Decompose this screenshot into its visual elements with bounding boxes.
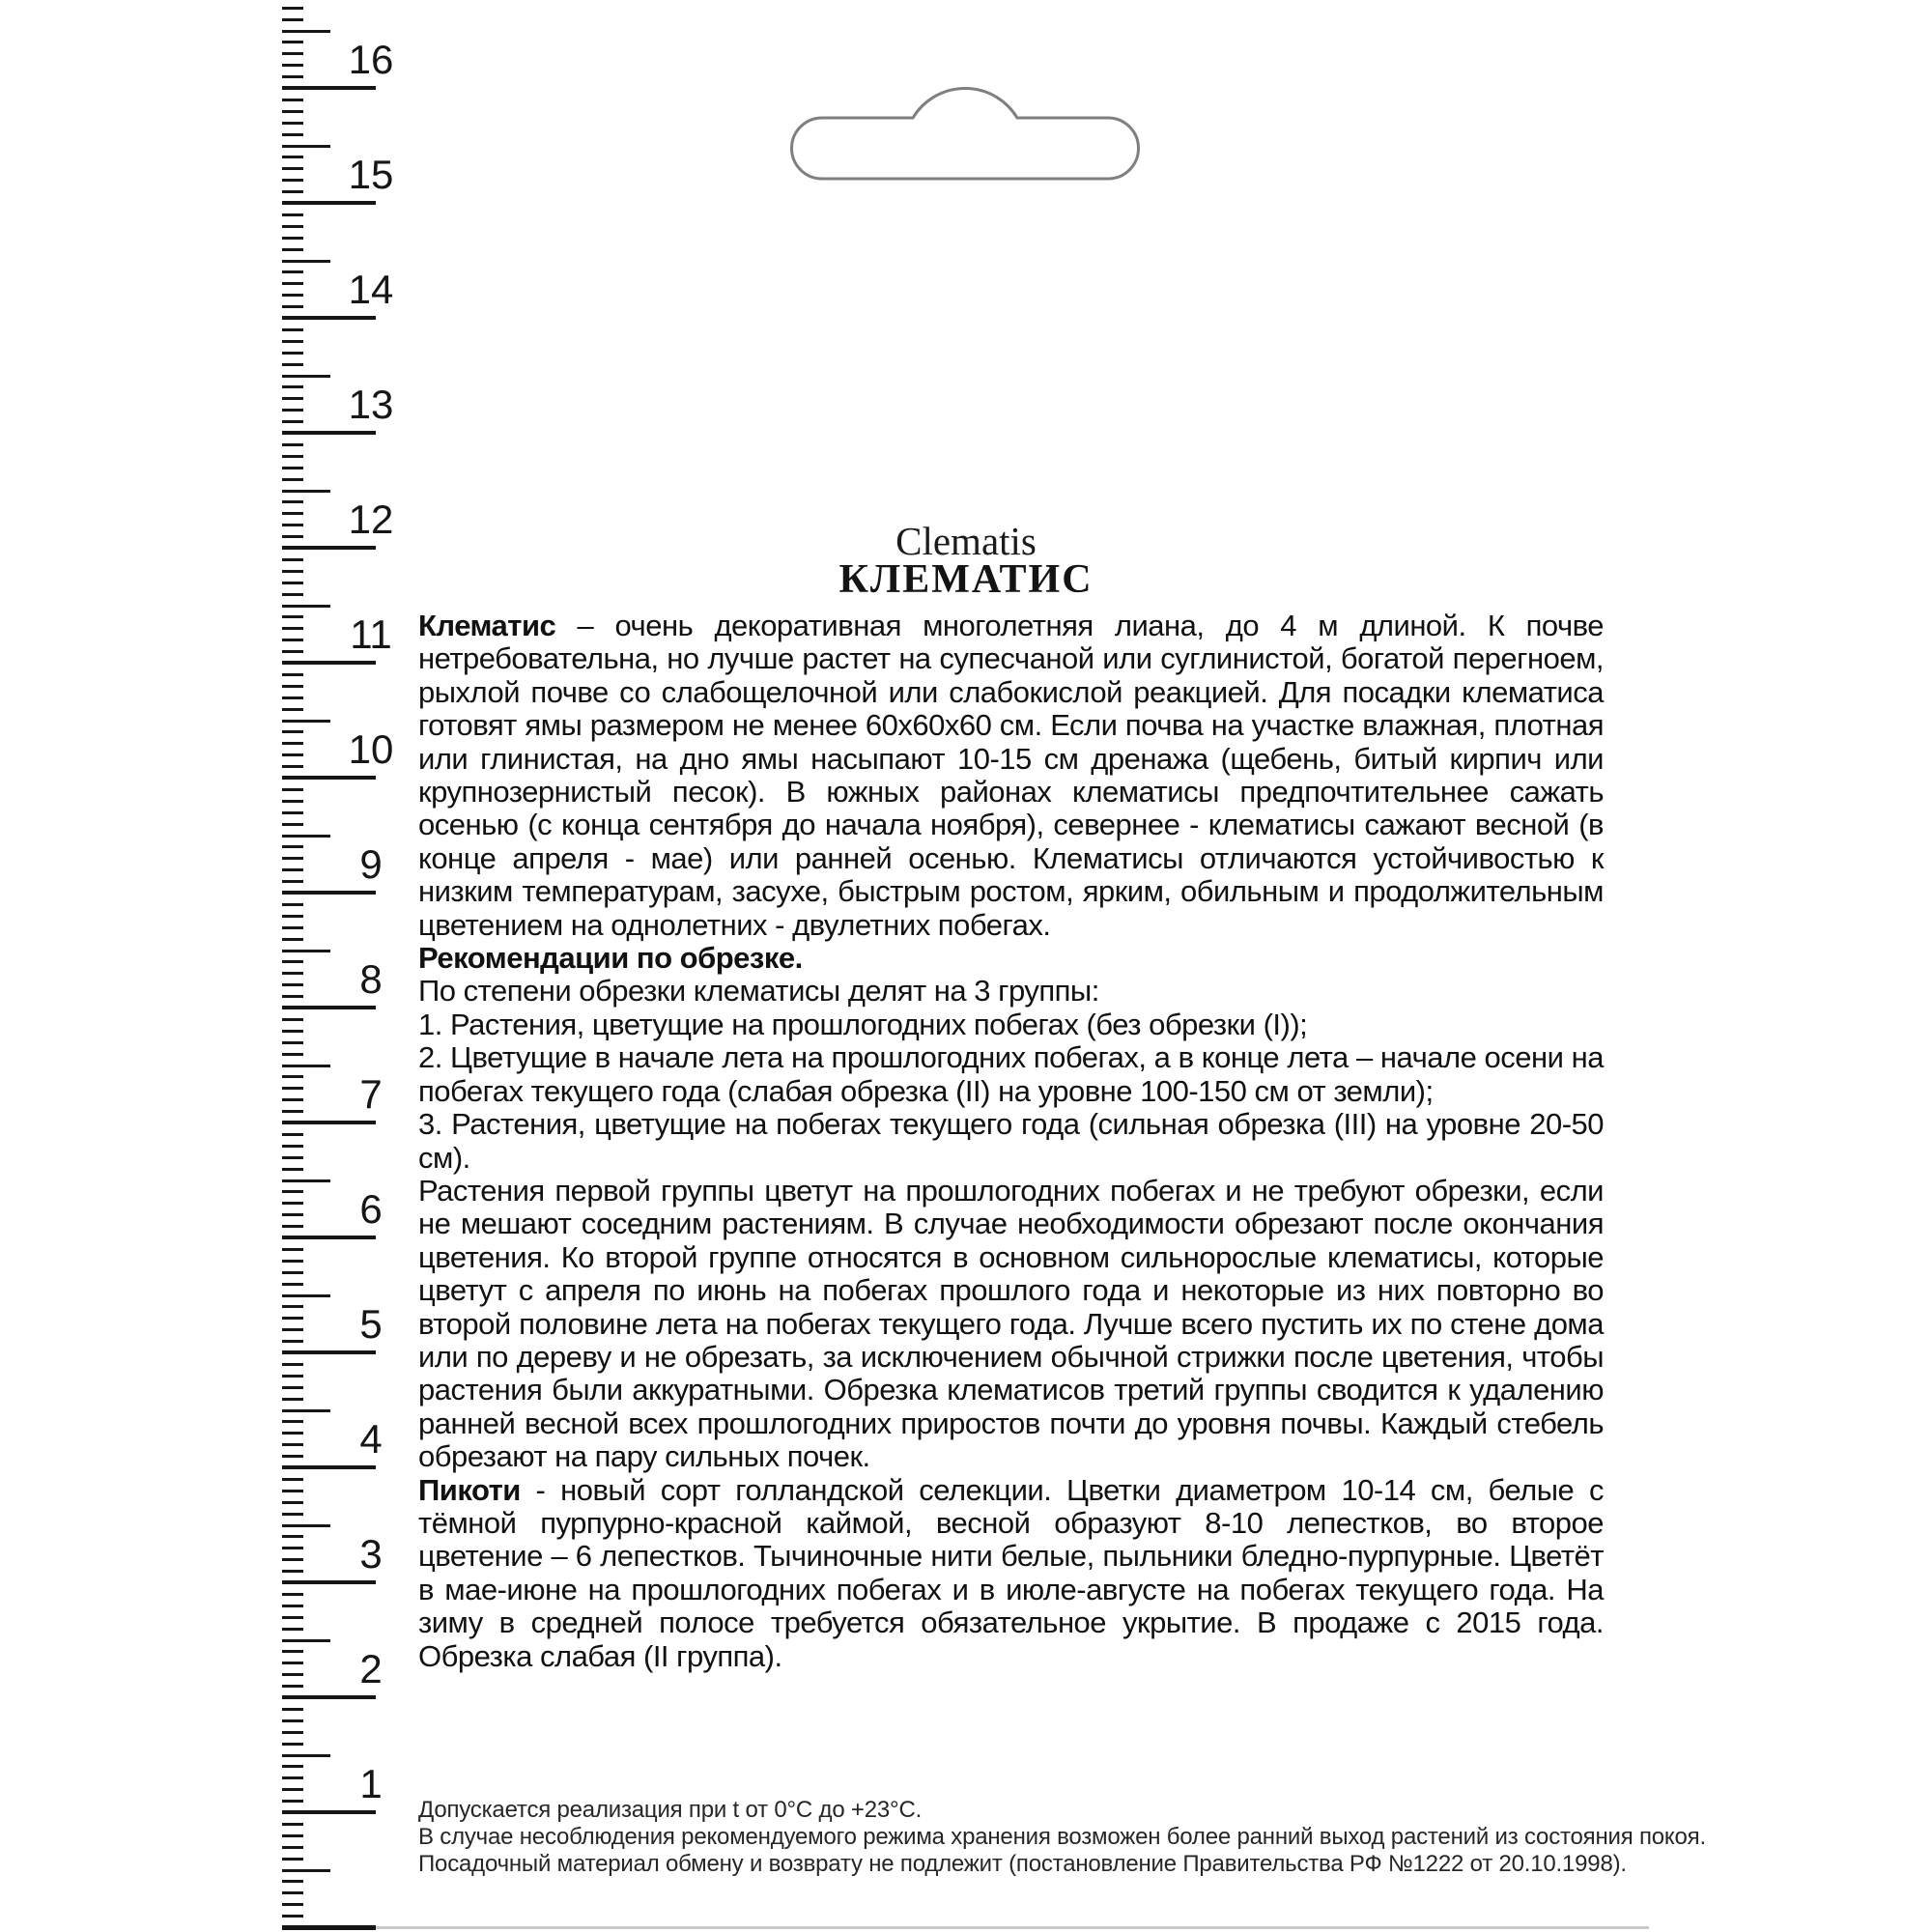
legal-line: Посадочный материал обмену и возврату не подлежит (постановление Правительства РФ №1222 от 20.10.1998). bbox=[418, 1851, 1627, 1877]
ruler-tick-minor bbox=[282, 167, 303, 170]
ruler-tick-minor bbox=[282, 811, 303, 814]
ruler-tick-minor bbox=[282, 397, 303, 400]
ruler-tick-minor bbox=[282, 1030, 303, 1033]
ruler-tick-minor bbox=[282, 995, 303, 998]
ruler-tick-minor bbox=[282, 685, 303, 688]
ruler-number: 5 bbox=[359, 1301, 383, 1347]
ruler-tick-minor bbox=[282, 1570, 303, 1573]
ruler-tick-minor bbox=[282, 639, 303, 641]
paragraph: 2. Цветущие в начале лета на прошлогодних побегах, а в конце лета – начале осени на побегах текущего года (слабая обрезка (II) на уровне 100-150 см от земли); bbox=[418, 1040, 1604, 1108]
paragraph: По степени обрезки клематисы делят на 3 группы: bbox=[418, 974, 1099, 1009]
ruler-tick-minor bbox=[282, 7, 303, 10]
ruler-tick-minor bbox=[282, 1685, 303, 1688]
ruler-number: 16 bbox=[348, 37, 394, 82]
ruler-tick-minor bbox=[282, 524, 303, 526]
ruler-tick-minor bbox=[282, 64, 303, 67]
ruler-tick-medium bbox=[282, 605, 330, 608]
ruler-tick-minor bbox=[282, 696, 303, 699]
ruler-tick-minor bbox=[282, 1915, 303, 1918]
ruler-tick-minor bbox=[282, 972, 303, 975]
paragraph: Пикоти - новый сорт голландской селекции. Цветки диаметром 10-14 см, белые с тёмной пурпурно-красной каймой, весной образуют 8-10 лепестков, во второе цветение – 6 лепестков. Тычиночные нити белые, пыльники бледно-пурпурные. Цветёт в мае-июне на прошлогодних побегах и в июле-августе на побегах текущего года. На зиму в средней полосе требуется обязательное укрытие. В продаже с 2015 года. Обрезка слабая (II группа). bbox=[418, 1472, 1604, 1673]
ruler-tick-minor bbox=[282, 443, 303, 446]
ruler-tick-minor bbox=[282, 1375, 303, 1378]
ruler-tick-minor bbox=[282, 915, 303, 918]
ruler-tick-minor bbox=[282, 1501, 303, 1504]
title-russian: КЛЕМАТИС bbox=[838, 557, 1094, 602]
ruler-tick-minor bbox=[282, 213, 303, 216]
ruler-tick-medium bbox=[282, 1754, 330, 1757]
ruler-tick-minor bbox=[282, 845, 303, 848]
ruler-tick-minor bbox=[282, 938, 303, 941]
ruler-tick-minor bbox=[282, 570, 303, 573]
ruler-tick-minor bbox=[282, 52, 303, 55]
ruler-tick-minor bbox=[282, 328, 303, 331]
ruler-tick-minor bbox=[282, 1053, 303, 1056]
ruler-tick-minor bbox=[282, 18, 303, 21]
ruler-tick-medium bbox=[282, 1294, 330, 1297]
ruler-tick-minor bbox=[282, 857, 303, 860]
ruler-tick-minor bbox=[282, 409, 303, 412]
ruler-tick-minor bbox=[282, 1628, 303, 1631]
ruler-tick-minor bbox=[282, 1673, 303, 1676]
ruler-tick-minor bbox=[282, 1731, 303, 1734]
ruler-tick-minor bbox=[282, 110, 303, 113]
title-latin: Clematis bbox=[895, 519, 1037, 563]
ruler-tick-minor bbox=[282, 500, 303, 503]
ruler-tick-minor bbox=[282, 1547, 303, 1549]
ruler-tick-minor bbox=[282, 340, 303, 343]
ruler-tick-minor bbox=[282, 1133, 303, 1136]
ruler-tick-minor bbox=[282, 1788, 303, 1791]
ruler-tick-medium bbox=[282, 950, 330, 952]
ruler-number: 9 bbox=[359, 841, 383, 887]
ruler-tick-minor bbox=[282, 582, 303, 584]
ruler-tick-major bbox=[282, 1350, 376, 1354]
ruler-tick-major bbox=[282, 201, 376, 205]
ruler-tick-minor bbox=[282, 1340, 303, 1343]
legal-line: Допускается реализация при t от 0°С до +23°С. bbox=[418, 1797, 923, 1823]
ruler-tick-minor bbox=[282, 248, 303, 251]
ruler-tick-minor bbox=[282, 225, 303, 228]
ruler-number: 3 bbox=[359, 1531, 383, 1577]
ruler-tick-minor bbox=[282, 1846, 303, 1849]
ruler-tick-minor bbox=[282, 1558, 303, 1561]
ruler-number: 12 bbox=[348, 497, 394, 542]
ruler-tick-minor bbox=[282, 1455, 303, 1458]
ruler-number: 6 bbox=[359, 1186, 383, 1232]
ruler-tick-minor bbox=[282, 1283, 303, 1286]
legal-line: В случае несоблюдения рекомендуемого режима хранения возможен более ранний выход растений из состояния покоя. bbox=[418, 1824, 1706, 1850]
ruler-tick-minor bbox=[282, 1605, 303, 1607]
ruler-tick-minor bbox=[282, 535, 303, 538]
paragraph: Растения первой группы цветут на прошлогодних побегах и не требуют обрезки, если не мешают соседним растениям. В случае необходимости обрезают после окончания цветения. Ко второй группе относятся в основном сильнорослые клематисы, которые цветут с апреля по июнь на побегах прошлого года и некоторые из них повторно во второй половине лета на побегах текущего года. Лучше всего пустить их по стене дома или по дереву и не обрезать, за исключением обычной стрижки после цветения, чтобы растения были аккуратными. Обрезка клематисов третий группы сводится к удалению ранней весной всех прошлогодних приростов почти до уровня почвы. Каждый стебель обрезают на пару сильных почек. bbox=[418, 1173, 1604, 1474]
ruler-tick-medium bbox=[282, 1409, 330, 1412]
ruler-tick-minor bbox=[282, 122, 303, 125]
ruler-tick-minor bbox=[282, 708, 303, 711]
ruler-tick-medium bbox=[282, 1524, 330, 1527]
ruler-tick-medium bbox=[282, 835, 330, 838]
ruler-tick-major bbox=[282, 661, 376, 665]
ruler bbox=[0, 0, 406, 1932]
ruler-tick-minor bbox=[282, 1260, 303, 1263]
ruler-tick-minor bbox=[282, 765, 303, 768]
ruler-tick-minor bbox=[282, 1110, 303, 1113]
ruler-number: 4 bbox=[359, 1416, 383, 1462]
ruler-tick-medium bbox=[282, 1869, 330, 1872]
ruler-tick-minor bbox=[282, 1858, 303, 1861]
ruler-tick-minor bbox=[282, 133, 303, 136]
ruler-tick-minor bbox=[282, 41, 303, 43]
ruler-tick-minor bbox=[282, 926, 303, 929]
paragraph bbox=[418, 942, 1604, 975]
ruler-tick-minor bbox=[282, 270, 303, 273]
ruler-tick-major bbox=[282, 1810, 376, 1814]
paragraph-lead: Клематис bbox=[418, 609, 556, 642]
ruler-tick-minor bbox=[282, 673, 303, 676]
ruler-tick-minor bbox=[282, 99, 303, 101]
ruler-tick-minor bbox=[282, 1765, 303, 1768]
ruler-tick-medium bbox=[282, 145, 330, 148]
ruler-tick-major bbox=[282, 1580, 376, 1584]
ruler-tick-minor bbox=[282, 282, 303, 285]
ruler-tick-minor bbox=[282, 615, 303, 618]
ruler-tick-major bbox=[282, 546, 376, 550]
ruler-tick-minor bbox=[282, 455, 303, 458]
ruler-tick-minor bbox=[282, 1087, 303, 1090]
ruler-tick-minor bbox=[282, 1891, 303, 1894]
ruler-tick-medium bbox=[282, 375, 330, 378]
ruler-tick-medium bbox=[282, 490, 330, 493]
ruler-tick-minor bbox=[282, 1432, 303, 1435]
ruler-tick-minor bbox=[282, 730, 303, 733]
description-text bbox=[418, 610, 1604, 1673]
legal-notes bbox=[418, 1797, 1706, 1878]
ruler-number: 15 bbox=[348, 152, 394, 197]
ruler-tick-minor bbox=[282, 823, 303, 826]
ruler-tick-minor bbox=[282, 558, 303, 561]
ruler-number: 7 bbox=[359, 1071, 383, 1117]
ruler-tick-medium bbox=[282, 1065, 330, 1067]
ruler-number: 14 bbox=[348, 267, 394, 312]
ruler-tick-major bbox=[282, 1465, 376, 1469]
ruler-tick-minor bbox=[282, 1616, 303, 1619]
ruler-tick-minor bbox=[282, 1202, 303, 1205]
ruler-tick-minor bbox=[282, 903, 303, 906]
ruler-tick-major bbox=[282, 316, 376, 320]
ruler-tick-minor bbox=[282, 1363, 303, 1366]
ruler-tick-minor bbox=[282, 478, 303, 481]
paragraph: Клематис – очень декоративная многолетняя лиана, до 4 м длиной. К почве нетребовательна, но лучше растет на супесчаной или суглинистой, богатой перегноем, рыхлой почве со слабощелочной или слабокислой реакцией. Для посадки клематиса готовят ямы размером не менее 60х60х60 см. Если почва на участке влажная, плотная или глинистая, на дно ямы насыпают 10-15 см дренажа (щебень, битый кирпич или крупнозернистый песок). В южных районах клематисы предпочтительнее сажать осенью (с конца сентября до начала ноября), севернее - клематисы сажают весной (в конце апреля - мае) или ранней осенью. Клематисы отличаются устойчивостью к низким температурам, засухе, быстрым ростом, ярким, обильным и продолжительным цветением на однолетних - двулетних побегах. bbox=[418, 609, 1604, 942]
ruler-tick-minor bbox=[282, 983, 303, 986]
ruler-tick-minor bbox=[282, 1708, 303, 1711]
ruler-tick-minor bbox=[282, 1743, 303, 1746]
hang-tab-outline bbox=[792, 88, 1139, 179]
ruler-tick-minor bbox=[282, 1513, 303, 1516]
ruler-tick-minor bbox=[282, 1834, 303, 1837]
ruler-tick-minor bbox=[282, 788, 303, 791]
ruler-tick-minor bbox=[282, 1420, 303, 1423]
ruler-tick-minor bbox=[282, 1190, 303, 1193]
ruler-tick-minor bbox=[282, 1213, 303, 1216]
ruler-tick-minor bbox=[282, 305, 303, 308]
ruler-tick-minor bbox=[282, 593, 303, 596]
ruler-tick-minor bbox=[282, 1317, 303, 1320]
ruler-tick-major bbox=[282, 1695, 376, 1699]
ruler-tick-major bbox=[282, 1121, 376, 1124]
ruler-tick-minor bbox=[282, 1386, 303, 1389]
ruler-tick-major bbox=[282, 431, 376, 435]
ruler-tick-minor bbox=[282, 1903, 303, 1906]
ruler-tick-major bbox=[282, 1236, 376, 1239]
paragraph-lead: Пикоти bbox=[418, 1472, 521, 1507]
ruler-tick-minor bbox=[282, 352, 303, 355]
ruler-tick-minor bbox=[282, 237, 303, 240]
ruler-tick-minor bbox=[282, 156, 303, 158]
ruler-tick-minor bbox=[282, 1018, 303, 1021]
ruler-tick-medium bbox=[282, 260, 330, 263]
ruler-tick-minor bbox=[282, 1328, 303, 1331]
paragraph: 1. Растения, цветущие на прошлогодних побегах (без обрезки (I)); bbox=[418, 1007, 1308, 1041]
ruler-tick-minor bbox=[282, 1098, 303, 1101]
ruler-tick-minor bbox=[282, 363, 303, 366]
ruler-tick-minor bbox=[282, 1719, 303, 1722]
ruler-tick-minor bbox=[282, 1535, 303, 1538]
ruler-tick-minor bbox=[282, 385, 303, 388]
ruler-tick-minor bbox=[282, 1305, 303, 1308]
ruler-tick-minor bbox=[282, 960, 303, 963]
ruler-tick-minor bbox=[282, 467, 303, 469]
ruler-tick-minor bbox=[282, 1075, 303, 1078]
ruler-tick-minor bbox=[282, 1490, 303, 1492]
paragraph: 3. Растения, цветущие на побегах текущего года (сильная обрезка (III) на уровне 20-50 см). bbox=[418, 1107, 1604, 1175]
ruler-tick-minor bbox=[282, 1168, 303, 1171]
ruler-tick-medium bbox=[282, 30, 330, 33]
ruler-number: 13 bbox=[348, 382, 394, 427]
ruler-number: 1 bbox=[359, 1761, 383, 1806]
ruler-tick-minor bbox=[282, 294, 303, 297]
ruler-tick-major bbox=[282, 86, 376, 90]
ruler-tick-minor bbox=[282, 179, 303, 182]
ruler-number: 2 bbox=[359, 1646, 383, 1691]
ruler-tick-minor bbox=[282, 1271, 303, 1274]
ruler-tick-minor bbox=[282, 190, 303, 193]
ruler-tick-minor bbox=[282, 650, 303, 653]
ruler-tick-minor bbox=[282, 800, 303, 803]
ruler-tick-minor bbox=[282, 1041, 303, 1044]
ruler-tick-minor bbox=[282, 1650, 303, 1653]
ruler-tick-minor bbox=[282, 1478, 303, 1481]
ruler-tick-minor bbox=[282, 742, 303, 745]
ruler-tick-minor bbox=[282, 1593, 303, 1596]
ruler-number: 11 bbox=[350, 611, 392, 657]
ruler-tick-minor bbox=[282, 1662, 303, 1664]
ruler-tick-minor bbox=[282, 627, 303, 630]
ruler-tick-minor bbox=[282, 1880, 303, 1883]
ruler-tick-minor bbox=[282, 1398, 303, 1401]
ruler-tick-major bbox=[282, 891, 376, 895]
ruler-tick-minor bbox=[282, 1225, 303, 1228]
ruler-tick-minor bbox=[282, 868, 303, 871]
ruler-tick-minor bbox=[282, 1443, 303, 1446]
ruler-tick-major bbox=[282, 776, 376, 780]
ruler-tick-minor bbox=[282, 1823, 303, 1826]
paragraph-lead: Рекомендации по обрезке. bbox=[418, 941, 803, 976]
ruler-tick-minor bbox=[282, 1776, 303, 1779]
ruler-tick-minor bbox=[282, 512, 303, 515]
ruler-tick-minor bbox=[282, 1248, 303, 1251]
packet-bottom-edge bbox=[282, 1926, 1649, 1929]
ruler-tick-major bbox=[282, 1006, 376, 1009]
ruler-tick-minor bbox=[282, 75, 303, 78]
ruler-number: 10 bbox=[348, 726, 394, 772]
ruler-tick-minor bbox=[282, 753, 303, 756]
ruler-number: 8 bbox=[359, 956, 383, 1002]
ruler-tick-medium bbox=[282, 720, 330, 723]
ruler-tick-minor bbox=[282, 420, 303, 423]
ruler-tick-minor bbox=[282, 1800, 303, 1803]
ruler-tick-medium bbox=[282, 1639, 330, 1642]
ruler-tick-minor bbox=[282, 1156, 303, 1159]
ruler-tick-major bbox=[282, 1925, 376, 1930]
ruler-tick-minor bbox=[282, 1145, 303, 1148]
ruler-tick-medium bbox=[282, 1179, 330, 1182]
ruler-tick-minor bbox=[282, 880, 303, 883]
